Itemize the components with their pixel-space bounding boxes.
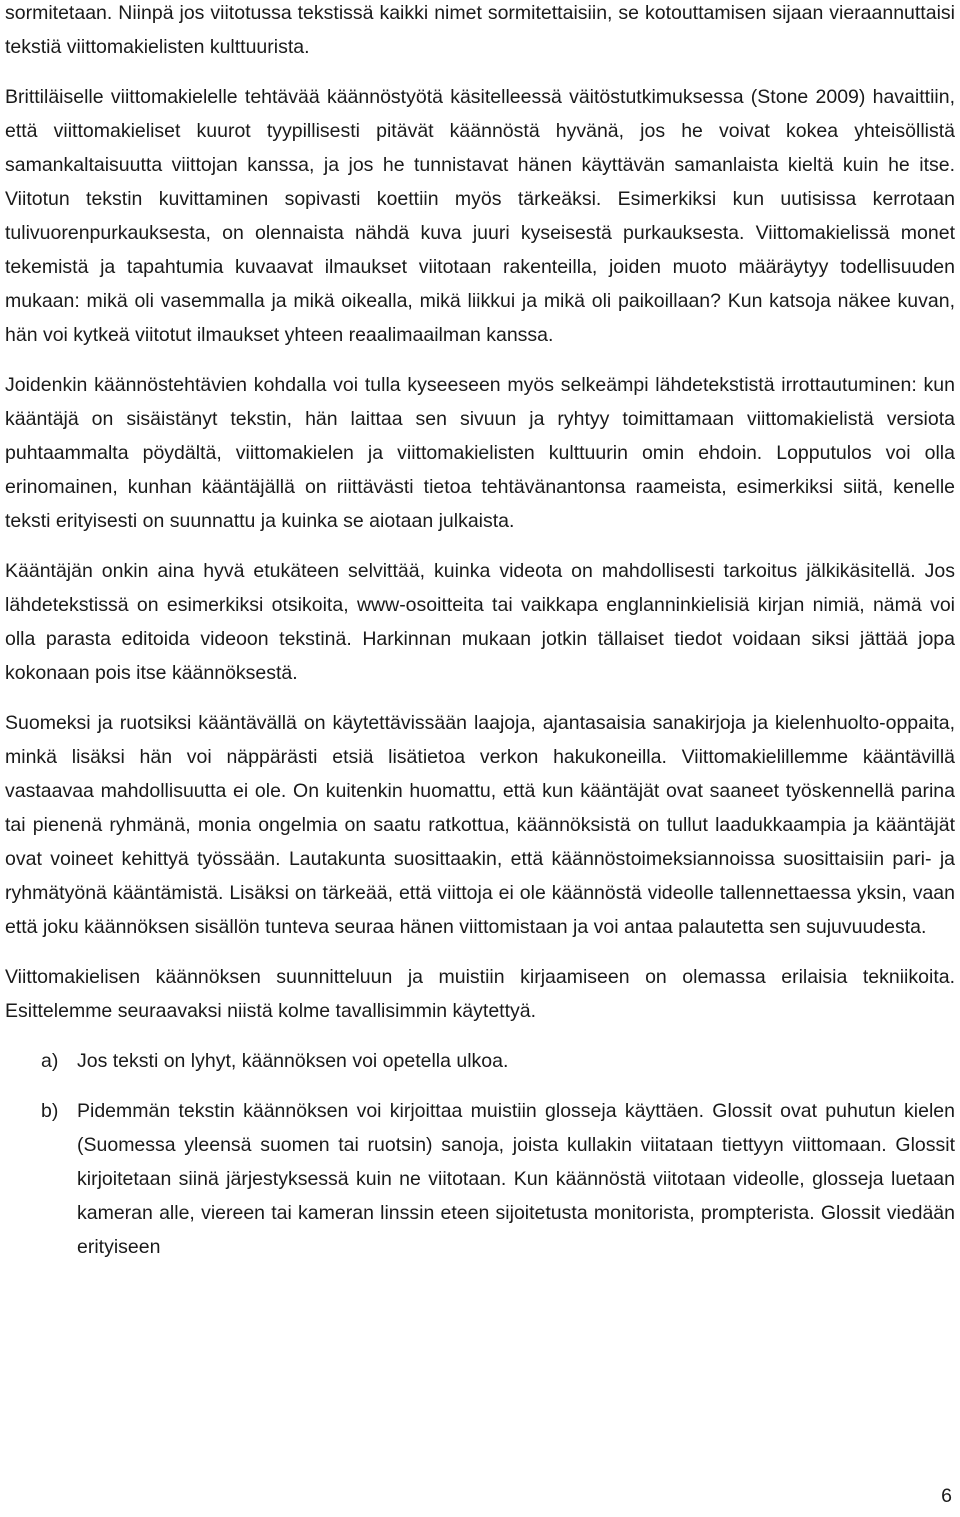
paragraph-4: Kääntäjän onkin aina hyvä etukäteen selvittää, kuinka videota on mahdollisesti tarkoitus jälkikäsitellä. Jos lähdetekstissä on esimerkiksi otsikoita, www-osoitteita tai vaikkapa englanninkielisiä kirjan nimiä, nämä voi olla parasta editoida videoon tekstinä. Harkinnan mukaan jotkin tällaiset tiedot voidaan siksi jättää jopa kokonaan pois itse käännöksestä.: [5, 560, 955, 684]
paragraph-2: Brittiläiselle viittomakielelle tehtävää käännöstyötä käsitelleessä väitöstutkimuksessa (Stone 2009) havaittiin, että viittomakieliset kuurot tyypillisesti pitävät käännöstä hyvänä, jos he voivat kokea yhteisöllistä samankaltaisuutta viittojan kanssa, ja jos he tunnistavat hänen käyttävän samanlaista kieltä kuin he itse. Viitotun tekstin kuvittaminen sopivasti koettiin myös tärkeäksi. Esimerkiksi kun uutisissa kerrotaan tulivuorenpurkauksesta, on olennaista nähdä kuva juuri kyseisestä purkauksesta. Viittomakielissä monet tekemistä ja tapahtumia kuvaavat ilmaukset viitotaan rakenteilla, joiden muoto määräytyy todellisuuden mukaan: mikä oli vasemmalla ja mikä oikealla, mikä liikkui ja mikä oli paikoillaan? Kun katsoja näkee kuvan, hän voi kytkeä viitotut ilmaukset yhteen reaalimaailman kanssa.: [5, 86, 955, 346]
list-marker: a): [41, 1050, 59, 1072]
technique-list: [5, 1044, 955, 1264]
paragraph-1: sormitetaan. Niinpä jos viitotussa tekstissä kaikki nimet sormitettaisiin, se kotouttamisen sijaan vieraannuttaisi tekstiä viittomakielisten kulttuurista.: [5, 2, 955, 58]
list-item: [5, 1094, 955, 1264]
list-marker: b): [41, 1100, 59, 1122]
paragraph-6: Viittomakielisen käännöksen suunnitteluun ja muistiin kirjaamiseen on olemassa erilaisia tekniikoita. Esittelemme seuraavaksi niistä kolme tavallisimmin käytettyä.: [5, 966, 955, 1022]
list-item-text: Jos teksti on lyhyt, käännöksen voi opetella ulkoa.: [77, 1050, 509, 1072]
list-item: [5, 1044, 955, 1078]
page-number: 6: [941, 1485, 952, 1507]
paragraph-5: Suomeksi ja ruotsiksi kääntävällä on käytettävissään laajoja, ajantasaisia sanakirjoja ja kielenhuolto-oppaita, minkä lisäksi hän voi näppärästi etsiä lisätietoa verkon hakukoneilla. Viittomakielillemme kääntävillä vastaavaa mahdollisuutta ei ole. On kuitenkin huomattu, että kun kääntäjät ovat saaneet työskennellä parina tai pienenä ryhmänä, monia ongelmia on saatu ratkottua, käännöksistä on tullut laadukkaampia ja kääntäjät ovat voineet kehittyä työssään. Lautakunta suosittaakin, että käännöstoimeksiannoissa suosittaisiin pari- ja ryhmätyönä kääntämistä. Lisäksi on tärkeää, että viittoja ei ole käännöstä videolle tallennettaessa yksin, vaan että joku käännöksen sisällön tunteva seuraa hänen viittomistaan ja voi antaa palautetta sen sujuvuudesta.: [5, 712, 955, 938]
paragraph-3: Joidenkin käännöstehtävien kohdalla voi tulla kyseeseen myös selkeämpi lähdetekstistä irrottautuminen: kun kääntäjä on sisäistänyt tekstin, hän laittaa sen sivuun ja ryhtyy toimittamaan viittomakielistä versiota puhtaammalta pöydältä, viittomakielen ja viittomakielisten kulttuurin omin ehdoin. Lopputulos voi olla erinomainen, kunhan kääntäjällä on riittävästi tietoa tehtävänantonsa raameista, esimerkiksi siitä, kenelle teksti erityisesti on suunnattu ja kuinka se aiotaan julkaista.: [5, 374, 955, 532]
list-item-text: Pidemmän tekstin käännöksen voi kirjoittaa muistiin glosseja käyttäen. Glossit ovat puhutun kielen (Suomessa yleensä suomen tai ruotsin) sanoja, joista kullakin viitataan tiettyyn viittomaan. Glossit kirjoitetaan siinä järjestyksessä kuin ne viitotaan. Kun käännöstä viitotaan videolle, glosseja luetaan kameran alle, viereen tai kameran linssin eteen sijoitetusta monitorista, prompterista. Glossit viedään erityiseen: [77, 1100, 955, 1258]
document-page: [5, 0, 955, 1264]
